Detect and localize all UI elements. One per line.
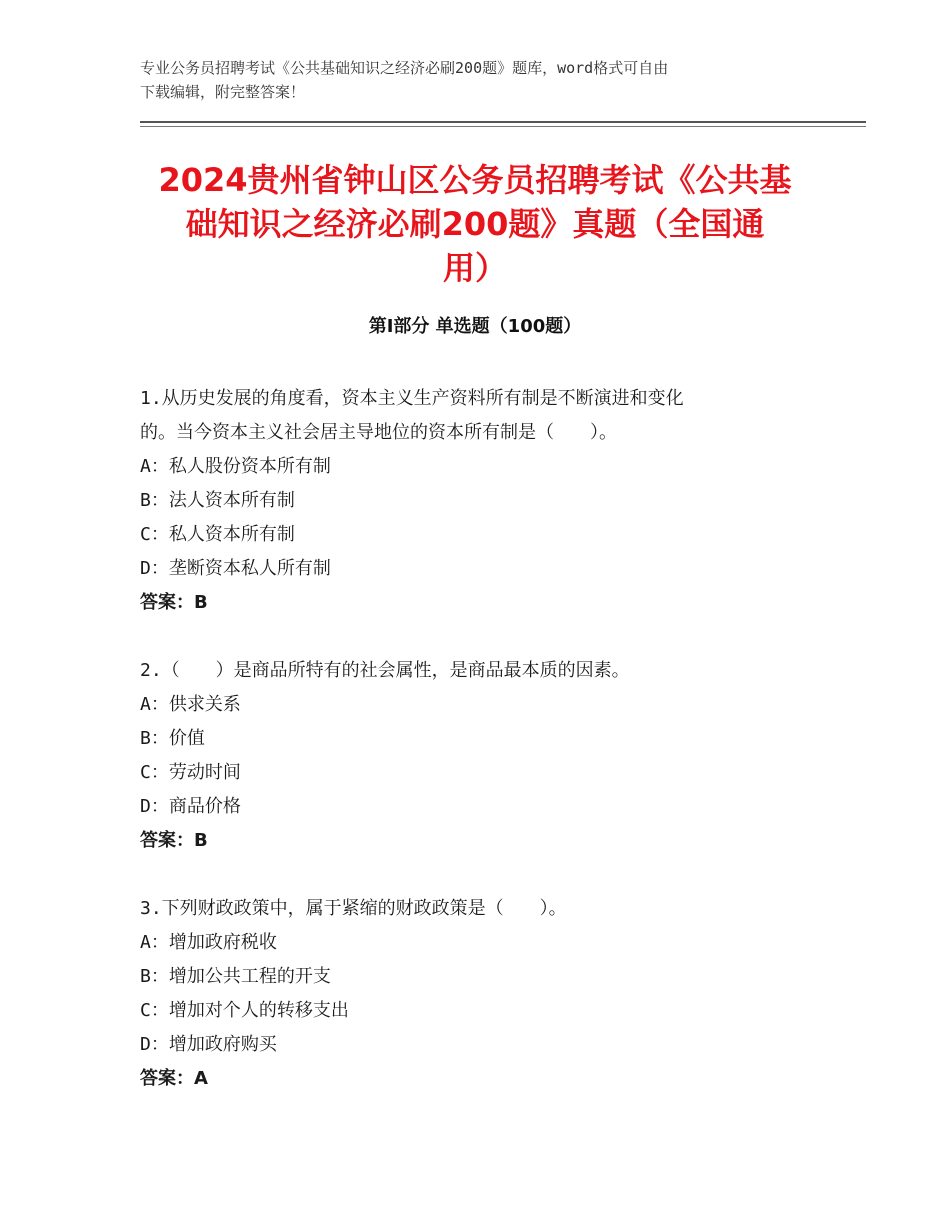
question-2-option-d: D：商品价格 bbox=[140, 796, 241, 817]
question-2-stem-line-1: 2.（ ）是商品所特有的社会属性，是商品最本质的因素。 bbox=[140, 660, 630, 681]
header-divider-thin bbox=[140, 126, 866, 127]
question-1-option-c: C：私人资本所有制 bbox=[140, 524, 295, 545]
question-2-option-a: A：供求关系 bbox=[140, 694, 241, 715]
header-note bbox=[140, 56, 840, 104]
question-spacer bbox=[140, 620, 830, 654]
question-1-option-b: B：法人资本所有制 bbox=[140, 490, 295, 511]
question-3-stem-line-1: 3.下列财政政策中，属于紧缩的财政政策是（ ）。 bbox=[140, 898, 567, 919]
question-1-answer: 答案：B bbox=[140, 592, 208, 613]
question-3-option-a: A：增加政府税收 bbox=[140, 932, 277, 953]
document-title-line-3: 用） bbox=[442, 249, 507, 287]
document-title-line-1: 2024贵州省钟山区公务员招聘考试《公共基 bbox=[158, 161, 792, 199]
section-title: 第Ⅰ部分 单选题（100题） bbox=[368, 316, 582, 337]
question-1-stem-line-1: 1.从历史发展的角度看，资本主义生产资料所有制是不断演进和变化 bbox=[140, 388, 684, 409]
question-3-option-b: B：增加公共工程的开支 bbox=[140, 966, 331, 987]
document-title bbox=[140, 158, 810, 290]
question-2-option-b: B：价值 bbox=[140, 728, 205, 749]
header-note-line-1: 专业公务员招聘考试《公共基础知识之经济必刷200题》题库，word格式可自由 bbox=[140, 59, 669, 77]
question-spacer bbox=[140, 858, 830, 892]
document-title-line-2: 础知识之经济必刷200题》真题（全国通 bbox=[185, 205, 765, 243]
question-list bbox=[140, 382, 830, 1096]
question-1 bbox=[140, 382, 830, 620]
question-2-option-c: C：劳动时间 bbox=[140, 762, 241, 783]
question-2 bbox=[140, 654, 830, 858]
question-1-option-a: A：私人股份资本所有制 bbox=[140, 456, 331, 477]
question-3-answer: 答案：A bbox=[140, 1068, 208, 1089]
question-1-option-d: D：垄断资本私人所有制 bbox=[140, 558, 331, 579]
header-note-line-2: 下载编辑，附完整答案！ bbox=[140, 83, 306, 101]
question-3-option-d: D：增加政府购买 bbox=[140, 1034, 277, 1055]
question-1-stem-line-2: 的。当今资本主义社会居主导地位的资本所有制是（ ）。 bbox=[140, 422, 617, 443]
question-3 bbox=[140, 892, 830, 1096]
question-2-answer: 答案：B bbox=[140, 830, 208, 851]
question-3-option-c: C：增加对个人的转移支出 bbox=[140, 1000, 349, 1021]
header-divider-thick bbox=[140, 121, 866, 123]
